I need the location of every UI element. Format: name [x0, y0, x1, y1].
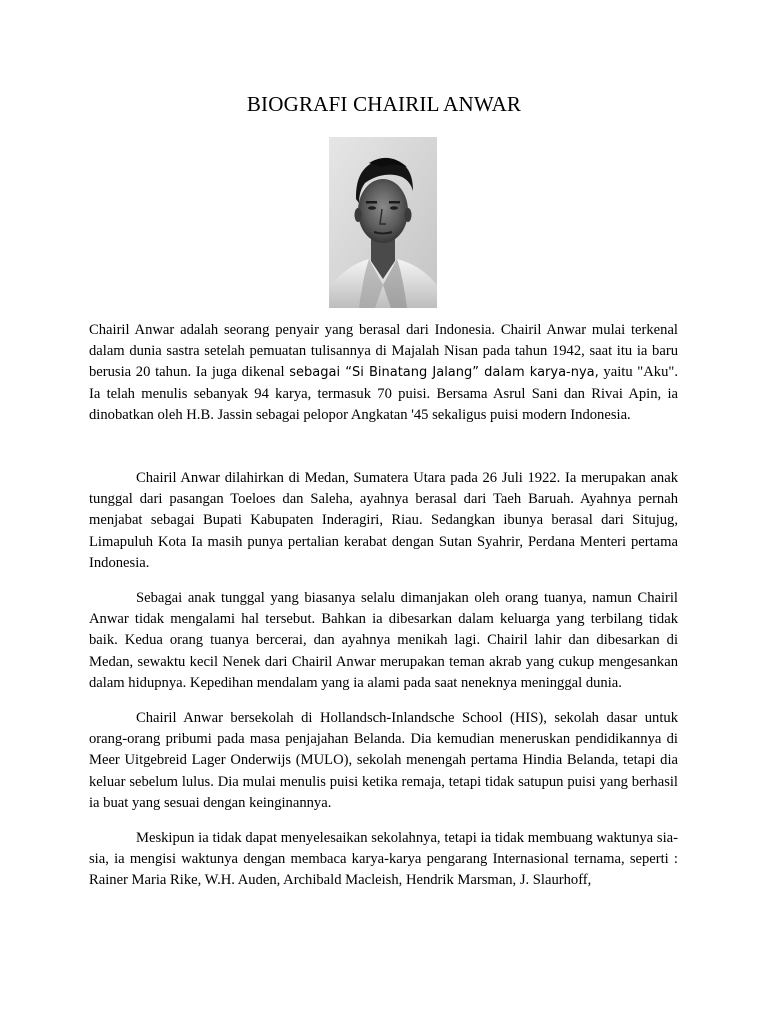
document-title: BIOGRAFI CHAIRIL ANWAR: [246, 92, 522, 116]
paragraph-gap: [89, 426, 678, 468]
paragraph-1-part-a: Chairil Anwar adalah seorang penyair yang berasal dari Indonesia. Chairil Anwar mulai terkenal dalam dunia sastra setelah pemuatan tulisannya di Majalah Nisan pada tahun 1942, saat itu ia baru berusia 20 tahun. Ia juga dikenal: [89, 322, 678, 381]
paragraph-5: Meskipun ia tidak dapat menyelesaikan sekolahnya, tetapi ia tidak membuang waktunya sia-sia, ia mengisi waktunya dengan membaca karya-karya pengarang Internasional ternama, seperti : Rainer Maria Rike, W.H. Auden, Archibald Macleish, Hendrik Marsman, J. Slaurhoff,: [89, 830, 678, 889]
paragraph-1-part-b: sebagai “Si Binatang Jalang” dalam karya-nya,: [289, 365, 599, 381]
paragraph-2: Chairil Anwar dilahirkan di Medan, Sumatera Utara pada 26 Juli 1922. Ia merupakan anak tunggal dari pasangan Toeloes dan Saleha, ayahnya berasal dari Taeh Baruah. Ayahnya pernah menjabat sebagai Bupati Kabupaten Inderagiri, Riau. Sedangkan ibunya berasal dari Situjug, Limapuluh Kota Ia masih punya pertalian kerabat dengan Sutan Syahrir, Perdana Menteri pertama Indonesia.: [89, 470, 678, 571]
portrait-photo-icon: [329, 137, 437, 308]
paragraph-1: [89, 320, 678, 426]
document-body: [89, 320, 678, 892]
paragraph-1-part-c: yaitu "Aku". Ia telah menulis sebanyak 94 karya, termasuk 70 puisi. Bersama Asrul Sani dan Rivai Apin, ia dinobatkan oleh H.B. Jassin sebagai pelopor Angkatan '45 sekaligus puisi modern Indonesia.: [89, 364, 678, 423]
paragraph-4: Chairil Anwar bersekolah di Hollandsch-Inlandsche School (HIS), sekolah dasar untuk orang-orang pribumi pada masa penjajahan Belanda. Dia kemudian meneruskan pendidikannya di Meer Uitgebreid Lager Onderwijs (MULO), sekolah menengah pertama Hindia Belanda, tetapi dia keluar sebelum lulus. Dia mulai menulis puisi ketika remaja, tetapi tidak satupun puisi yang berhasil ia buat yang sesuai dengan keinginannya.: [89, 710, 678, 811]
portrait-photo: [329, 137, 437, 308]
paragraph-3: Sebagai anak tunggal yang biasanya selalu dimanjakan oleh orang tuanya, namun Chairil Anwar tidak mengalami hal tersebut. Bahkan ia dibesarkan dalam keluarga yang terbilang tidak baik. Kedua orang tuanya bercerai, dan ayahnya menikah lagi. Chairil lahir dan dibesarkan di Medan, sewaktu kecil Nenek dari Chairil Anwar merupakan teman akrab yang cukup mengesankan dalam hidupnya. Kepedihan mendalam yang ia alami pada saat neneknya meninggal dunia.: [89, 590, 678, 691]
